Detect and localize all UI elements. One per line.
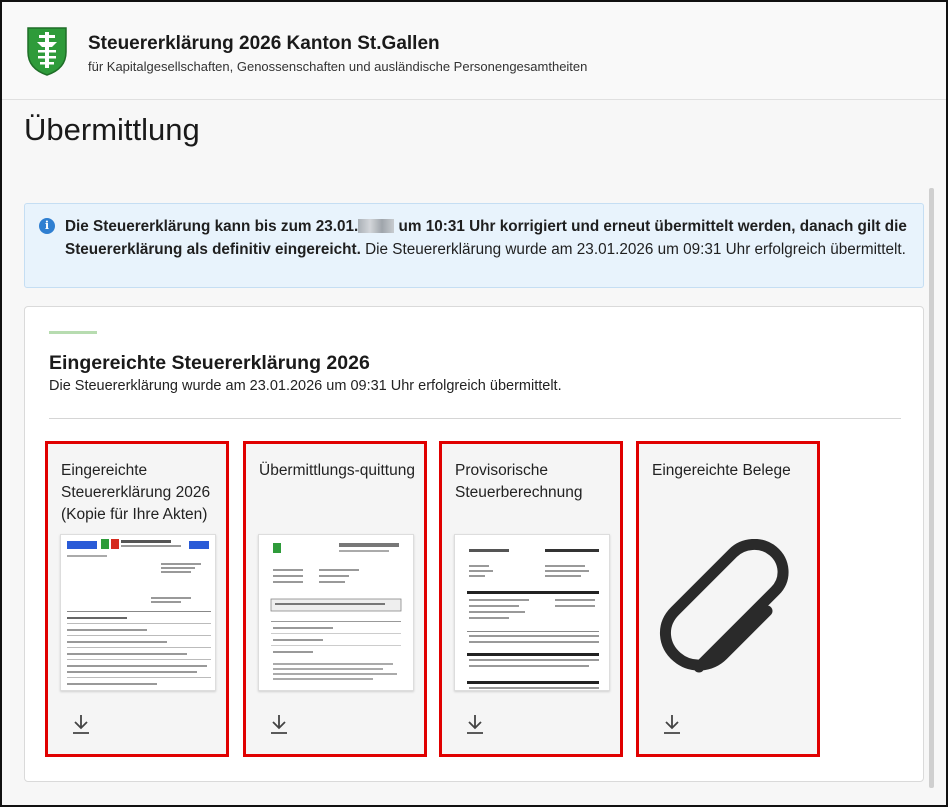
download-icon[interactable] [70,712,92,736]
info-message [65,216,915,261]
tile-label: Provisorische Steuerberechnung [455,462,583,501]
paperclip-icon [659,539,799,689]
tile-submitted-attachments[interactable] [636,441,820,757]
download-icon[interactable] [268,712,290,736]
tile-label: Eingereichte Steuererklärung 2026 (Kopie für Ihre Akten) [61,462,211,523]
divider [49,418,901,419]
download-icon[interactable] [464,712,486,736]
info-bold-part-2: um 10:31 Uhr korrigiert und erneut übermittelt werden, danach gilt die Steuererklärung als definitiv eingereicht. [65,218,907,258]
card-subtitle: Die Steuererklärung wurde am 23.01.2026 um 09:31 Uhr erfolgreich übermittelt. [49,378,562,394]
tile-label: Eingereichte Belege [652,462,791,479]
info-icon: i [39,218,55,234]
info-bold-part-1: Die Steuererklärung kann bis zum 23.01. [65,218,359,235]
canton-st-gallen-coat-of-arms-icon [26,26,68,76]
info-banner [24,203,924,288]
app-title: Steuererklärung 2026 Kanton St.Gallen [88,33,440,54]
receipt-preview-thumbnail[interactable] [258,534,414,691]
scrollbar[interactable] [929,188,934,788]
tile-provisional-tax-calculation[interactable] [439,441,623,757]
tile-tax-return-copy[interactable] [45,441,229,757]
tile-label: Übermittlungs-quittung [259,462,415,479]
download-icon[interactable] [661,712,683,736]
card-title: Eingereichte Steuererklärung 2026 [49,352,370,374]
tax-return-preview-thumbnail[interactable] [60,534,216,691]
app-header [2,2,946,100]
info-normal-part: Die Steuererklärung wurde am 23.01.2026 um 09:31 Uhr erfolgreich übermittelt. [360,240,906,258]
submitted-return-card [24,306,924,782]
accent-line [49,331,97,334]
app-subtitle: für Kapitalgesellschaften, Genossenschaften und ausländische Personengesamtheiten [88,59,588,74]
tile-transmission-receipt[interactable] [243,441,427,757]
page-title: Übermittlung [24,112,200,147]
redacted-year [358,219,394,233]
tax-calculation-preview-thumbnail[interactable] [454,534,610,691]
